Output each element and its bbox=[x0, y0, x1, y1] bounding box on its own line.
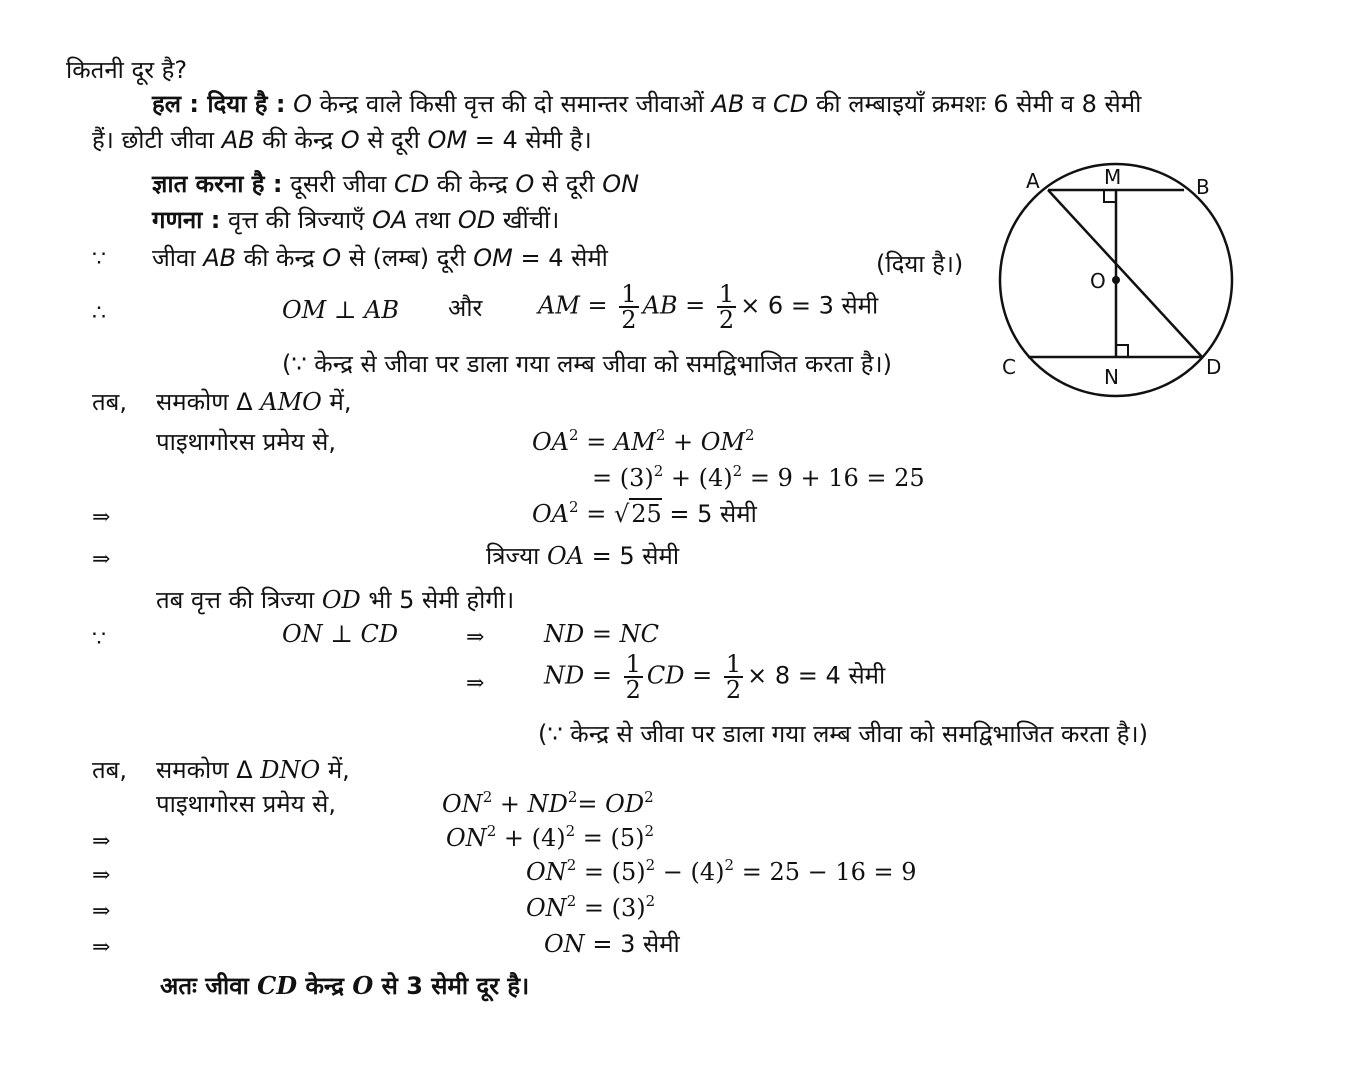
right-angle-n bbox=[1116, 345, 1128, 357]
calc-line: गणना : वृत्त की त्रिज्याएँ OA तथा OD खींचीं। bbox=[152, 206, 560, 234]
implies-symbol: ⇒ bbox=[466, 671, 485, 696]
oa-sqrt-eq: $OA^2 = √25 = 5$ सेमी bbox=[532, 498, 757, 528]
label-c: C bbox=[1002, 355, 1016, 379]
implies-symbol: ⇒ bbox=[92, 829, 111, 854]
implies-symbol: ⇒ bbox=[92, 935, 111, 960]
half-fraction: $\frac{1}{2}$ bbox=[718, 280, 735, 334]
on-perp-cd: ON ⊥ CD bbox=[282, 620, 399, 648]
label-n: N bbox=[1104, 365, 1119, 389]
label-b: B bbox=[1196, 175, 1210, 199]
on-squared-eq-1: $ON^2 + ND^2= OD^2$ bbox=[442, 788, 654, 818]
since-line: जीवा AB की केन्द्र O से (लम्ब) दूरी OM = 4 सेमी bbox=[152, 244, 608, 272]
label-m: M bbox=[1104, 165, 1122, 189]
nd-eq-nc: ND = NC bbox=[544, 620, 659, 648]
on-squared-eq-2: $ON^2 + (4)^2 = (5)^2$ bbox=[446, 822, 655, 852]
and-word: और bbox=[448, 294, 483, 322]
radius-oa-line: त्रिज्या OA = 5 सेमी bbox=[486, 542, 680, 570]
od-radius-line: तब वृत्त की त्रिज्या OD भी 5 सेमी होगी। bbox=[156, 586, 515, 614]
label-o: O bbox=[1090, 269, 1106, 293]
conclusion: अतः जीवा CD केन्द्र O से 3 सेमी दूर है। bbox=[160, 971, 530, 1000]
on-final-eq: ON = 3 सेमी bbox=[544, 930, 680, 958]
oa-squared-eq: $OA^2 = AM^2 + OM^2$ bbox=[532, 426, 755, 456]
bisect-note-2: (∵ केन्द्र से जीवा पर डाला गया लम्ब जीवा को समद्विभाजित करता है।) bbox=[538, 720, 1148, 748]
label-a: A bbox=[1026, 169, 1040, 193]
implies-symbol: ⇒ bbox=[92, 899, 111, 924]
given-note: (दिया है।) bbox=[876, 250, 964, 278]
on-squared-eq-4: $ON^2 = (3)^2$ bbox=[526, 892, 656, 922]
oa-squared-value: = $(3)^2 + (4)^2 = 9 + 16 = 25$ bbox=[592, 462, 925, 492]
question-tail: कितनी दूर है? bbox=[66, 56, 188, 84]
circle-chords-figure bbox=[990, 158, 1240, 408]
pythagoras-label-1: पाइथागोरस प्रमेय से, bbox=[156, 428, 336, 456]
triangle-dno-line: समकोण Δ DNO में, bbox=[156, 756, 350, 784]
to-find-line: ज्ञात करना है : दूसरी जीवा CD की केन्द्र O से दूरी ON bbox=[152, 170, 640, 198]
half-fraction: $\frac{1}{2}$ bbox=[625, 650, 641, 704]
implies-symbol: ⇒ bbox=[92, 547, 111, 572]
then-label-1: तब, bbox=[92, 388, 128, 416]
given-line-1: हल : दिया है : O केन्द्र वाले किसी वृत्त की दो समान्तर जीवाओं AB व CD की लम्बाइयाँ क्रमशः 6 सेमी व 8 सेमी bbox=[152, 90, 1142, 118]
radius-oa-od bbox=[1048, 190, 1202, 357]
therefore-symbol: ∴ bbox=[92, 301, 106, 326]
right-angle-m bbox=[1104, 190, 1116, 202]
on-squared-eq-3: $ON^2 = (5)^2 - (4)^2 = 25 - 16 = 9$ bbox=[526, 856, 917, 886]
bisect-note-1: (∵ केन्द्र से जीवा पर डाला गया लम्ब जीवा को समद्विभाजित करता है।) bbox=[282, 350, 892, 378]
implies-symbol: ⇒ bbox=[92, 505, 111, 530]
triangle-amo-line: समकोण Δ AMO में, bbox=[156, 388, 352, 416]
am-equation: AM = $\frac{1}{2}$ AB = $\frac{1}{2}$ × 6 = 3 सेमी bbox=[538, 280, 879, 334]
nd-equation: ND = $\frac{1}{2}$ CD = $\frac{1}{2}$ × 8 = 4 सेमी bbox=[544, 650, 886, 704]
center-point bbox=[1112, 276, 1120, 284]
om-perp-ab: OM ⊥ AB bbox=[282, 296, 400, 324]
because-symbol: ∵ bbox=[92, 247, 106, 272]
because-symbol: ∵ bbox=[92, 627, 106, 652]
half-fraction: $\frac{1}{2}$ bbox=[621, 280, 637, 334]
implies-symbol: ⇒ bbox=[92, 863, 111, 888]
label-d: D bbox=[1206, 355, 1222, 379]
then-label-2: तब, bbox=[92, 756, 128, 784]
pythagoras-label-2: पाइथागोरस प्रमेय से, bbox=[156, 790, 336, 818]
half-fraction: $\frac{1}{2}$ bbox=[725, 650, 742, 704]
implies-symbol: ⇒ bbox=[466, 625, 485, 650]
given-line-2: हैं। छोटी जीवा AB की केन्द्र O से दूरी OM = 4 सेमी है। bbox=[92, 126, 592, 154]
